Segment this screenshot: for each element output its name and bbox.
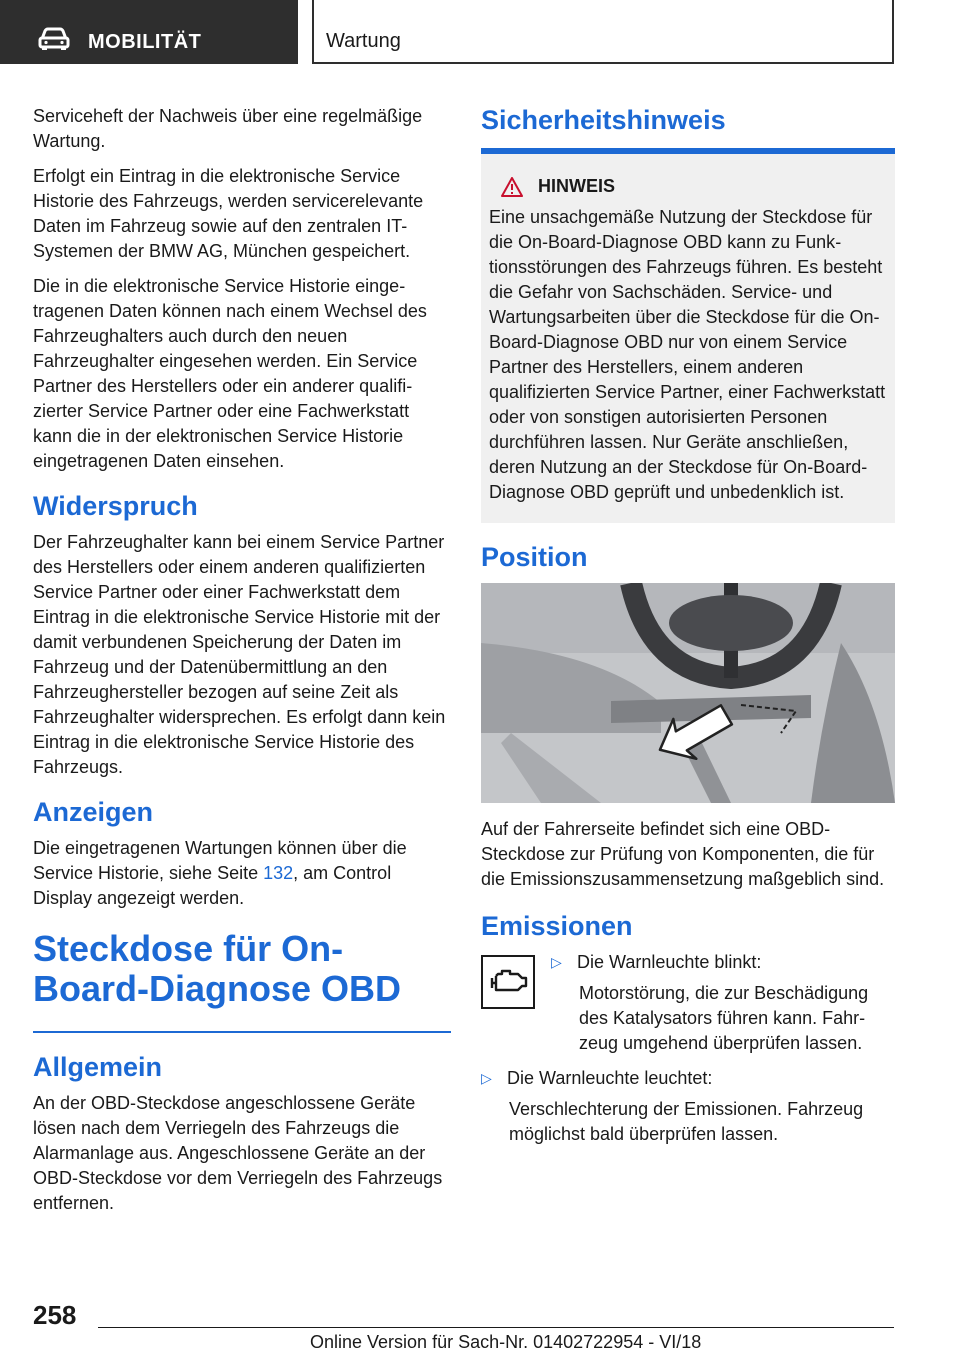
warning-triangle-icon [501,177,523,197]
engine-warning-icon-frame [481,955,535,1009]
right-column [481,104,895,1157]
item-text: Motorstörung, die zur Beschädigung des Katalysators führen kann. Fahrzeug umgehend überprüfen lassen. [579,983,869,1053]
heading-rule [33,1031,451,1033]
chapter-tab [312,0,894,64]
bullet-icon: ▷ [551,954,562,970]
paragraph: An der OBD-Steckdose angeschlossene Geräte lösen nach dem Verriegeln des Fahrzeugs die Alarmanlage aus. Angeschlossene Geräte an der OBD-Steckdose vor dem Verriegeln des Fahrzeugs entfernen. [33,1093,443,1213]
list-item-lit [481,1066,895,1147]
section-tab [0,0,298,64]
heading-position: Position [481,542,588,572]
item-title: Die Warnleuchte blinkt: [577,952,762,972]
paragraph: Der Fahrzeughalter kann bei einem Service Partner des Herstellers oder einem anderen qualifizierten Service Partner oder einer Fachwerkstatt dem Eintrag in die elektronische Service Historie mit der damit verbundenen Speicherung der Daten im Fahrzeug und der Datenübermittlung an den Fahrzeughersteller bezogen auf seine Zeit als Fahrzeughalter widersprechen. Es erfolgt dann kein Eintrag in die elektronische Service Historie des Fahrzeugs. [33,532,446,777]
note-label: HINWEIS [538,176,616,196]
note-text: Eine unsachgemäße Nutzung der Steckdose für die On-Board-Diagnose OBD kann zu Funktionsstörungen des Fahrzeugs führen. Es besteht die Gefahr von Sachschäden. Service- und Wartungsarbeiten über die Steckdose für die On-Board-Diagnose OBD nur von einem Service Partner des Herstellers, einem anderen qualifizierten Service Partner, einer Fachwerkstatt oder von sonstigen autorisierten Personen durchführen lassen. Nur Geräte anschließen, deren Nutzung an der Steckdose für On-Board-Diagnose OBD geprüft und unbedenklich ist. [489,207,886,502]
paragraph: Auf der Fahrerseite befindet sich eine OBD-Steckdose zur Prüfung von Komponenten, die für die Emissionszusammensetzung maßgeblich sind. [481,819,885,889]
emission-list [481,950,895,1147]
paragraph: Die in die elektronische Service Historie eingetragenen Daten können nach einem Wechsel des Fahrzeughalters auch durch den neuen Fahrzeughalter eingesehen werden. Ein Service Partner des Herstellers oder ein anderer qualifizierter Service Partner oder eine Fachwerkstatt kann die in der elektronischen Service Historie eingetragenen Daten einsehen. [33,276,427,471]
note-header [489,174,887,199]
footer-rule [98,1327,894,1328]
engine-warning-icon [488,968,528,996]
item-text: Verschlechterung der Emissionen. Fahrzeug möglichst bald überprüfen lassen. [509,1099,864,1144]
item-title: Die Warnleuchte leuchtet: [507,1068,713,1088]
paragraph: Serviceheft der Nachweis über eine regelmäßige Wartung. [33,106,423,151]
section-tab-label: MOBILITÄT [88,31,202,53]
paragraph: Erfolgt ein Eintrag in die elektronische Service Historie des Fahrzeugs, werden servicerelevante Daten im Fahrzeug sowie auf den zentralen IT-Systemen der BMW AG, München gespeichert. [33,166,424,261]
page-link[interactable]: 132 [263,863,294,883]
list-item-blink [551,950,895,1056]
heading-sicherheitshinweis: Sicherheitshinweis [481,105,726,135]
heading-widerspruch: Widerspruch [33,491,198,521]
heading-anzeigen: Anzeigen [33,797,154,827]
note-box [481,154,895,523]
footer-text: Online Version für Sach-Nr. 01402722954 - VI/18 [310,1332,702,1352]
heading-obd: Steckdose für On-Board-Diagnose OBD [33,928,402,1009]
bullet-icon: ▷ [481,1070,492,1086]
left-column [33,104,451,1226]
obd-location-image [481,583,895,803]
heading-emissionen: Emissionen [481,911,633,941]
page-number: 258 [33,1300,77,1330]
heading-allgemein: Allgemein [33,1052,163,1082]
car-icon [38,27,70,51]
paragraph-anzeigen: Die eingetragenen Wartungen können über die Service Historie, siehe Seite 132, am Control Display angezeigt werden. [33,838,407,908]
chapter-tab-label: Wartung [326,30,401,52]
